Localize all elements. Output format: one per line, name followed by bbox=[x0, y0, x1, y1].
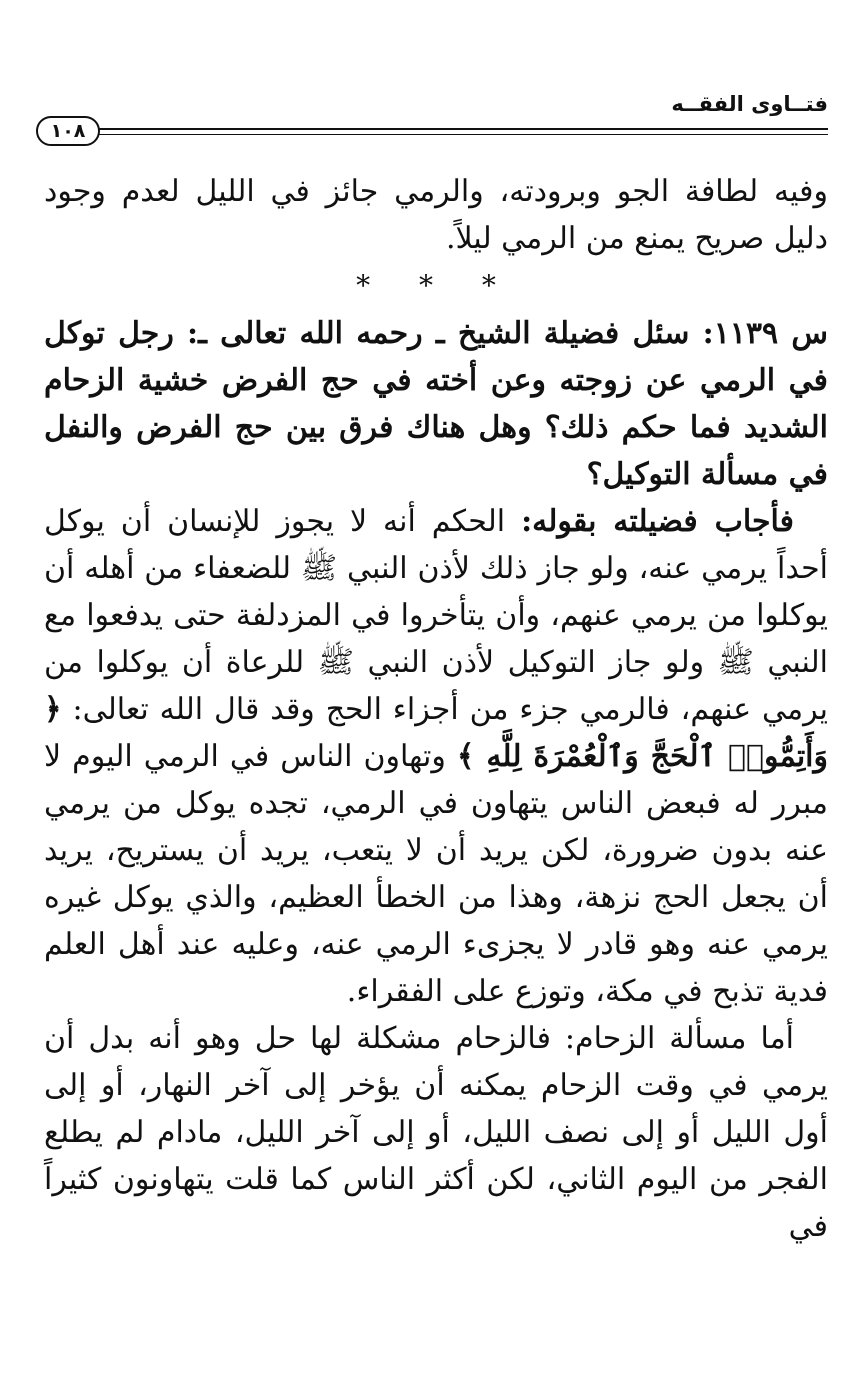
page-body bbox=[44, 168, 828, 1250]
crowding-paragraph: أما مسألة الزحام: فالزحام مشكلة لها حل وهو أنه بدل أن يرمي في وقت الزحام يمكنه أن يؤخر إلى آخر النهار، أو إلى أول الليل أو إلى نصف الليل، أو إلى آخر الليل، مادام لم يطلع الفجر من اليوم الثاني، لكن أكثر الناس كما قلت يتهاونون كثيراً في bbox=[44, 1021, 828, 1244]
section-separator: * * * bbox=[356, 269, 516, 302]
question-text: سئل فضيلة الشيخ ـ رحمه الله تعالى ـ: رجل توكل في الرمي عن زوجته وعن أخته في حج الفرض خشية الزحام الشديد فما حكم ذلك؟ وهل هناك فرق بين حج الفرض والنفل في مسألة التوكيل؟ bbox=[44, 316, 828, 492]
intro-paragraph: وفيه لطافة الجو وبرودته، والرمي جائز في الليل لعدم وجود دليل صريح يمنع من الرمي ليلاً. bbox=[44, 174, 828, 256]
answer-text-part1: الحكم أنه لا يجوز للإنسان أن يوكل أحداً يرمي عنه، ولو جاز ذلك لأذن النبي ﷺ للضعفاء من أهله أن يوكلوا من يرمي عنهم، وأن يتأخروا في المزدلفة حتى يدفعوا مع النبي ﷺ ولو جاز التوكيل لأذن النبي ﷺ للرعاة أن يوكلوا من يرمي عنهم، فالرمي جزء من أجزاء الحج وقد قال الله تعالى: bbox=[44, 504, 828, 727]
running-title: فتــاوى الفقــه bbox=[671, 92, 828, 116]
answer-paragraph bbox=[44, 498, 828, 1015]
header-rule bbox=[90, 128, 828, 130]
answer-lead: فأجاب فضيلته بقوله: bbox=[521, 504, 794, 539]
quran-verse: ﴿ وَأَتِمُّوا۟ ٱلْحَجَّ وَٱلْعُمْرَةَ لِلَّهِ ﴾ bbox=[44, 692, 829, 774]
question-paragraph bbox=[44, 310, 828, 498]
question-number: س ١١٣٩: bbox=[702, 316, 828, 351]
page-number: ١٠٨ bbox=[36, 116, 100, 146]
answer-text-part2: وتهاون الناس في الرمي اليوم لا مبرر له فبعض الناس يتهاون في الرمي، تجده يوكل من يرمي عنه بدون ضرورة، لكن يريد أن لا يتعب، يريد أن يستريح، يريد أن يجعل الحج نزهة، وهذا من الخطأ العظيم، والذي يوكل غيره يرمي عنه وهو قادر لا يجزىء الرمي عنه، وعليه عند أهل العلم فدية تذبح في مكة، وتوزع على الفقراء. bbox=[44, 739, 828, 1009]
header-rule-thin bbox=[90, 134, 828, 135]
